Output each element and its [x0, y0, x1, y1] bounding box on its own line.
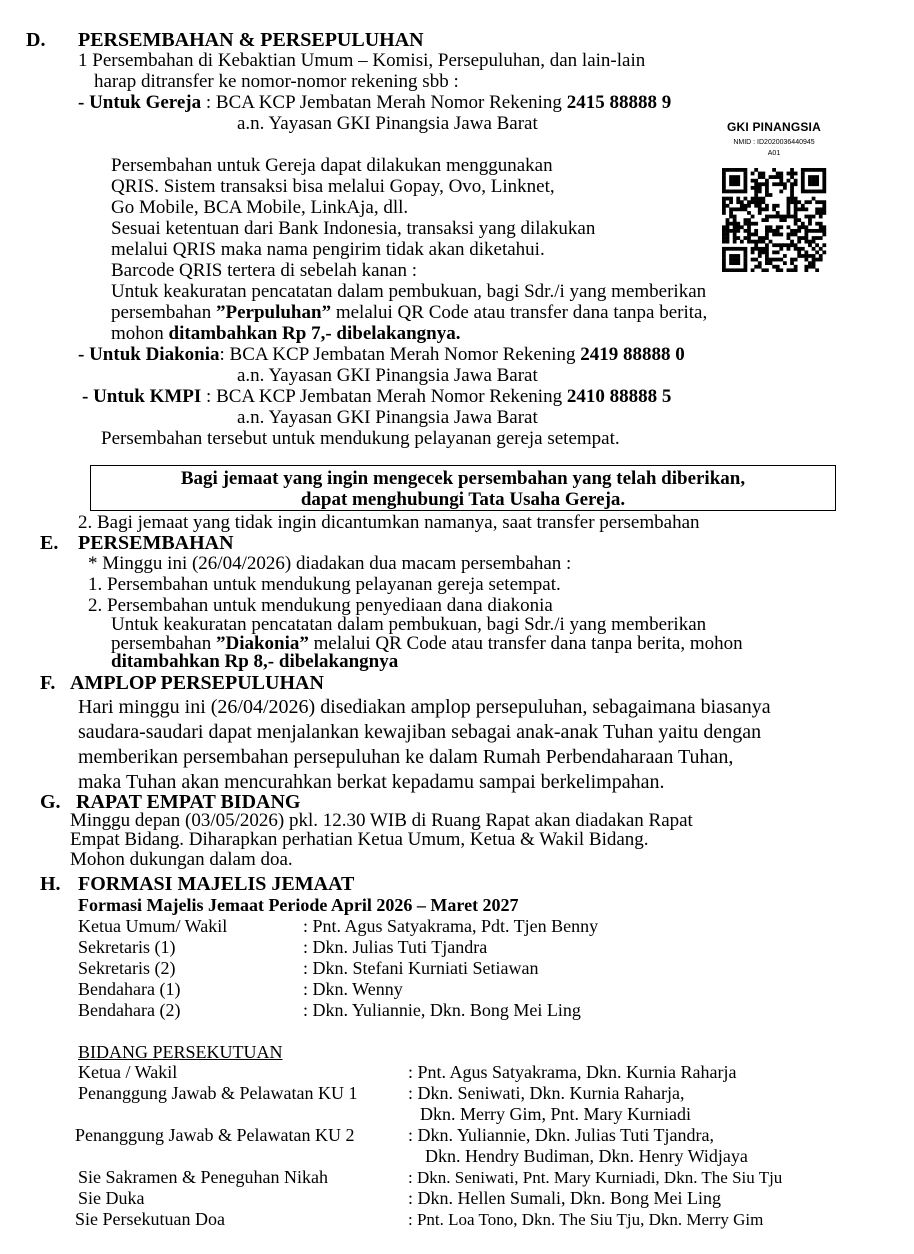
- bidang-names: : Pnt. Loa Tono, Dkn. The Siu Tju, Dkn. Merry Gim: [408, 1210, 764, 1229]
- section-e-title: PERSEMBAHAN: [78, 532, 234, 554]
- notice-box: [90, 465, 836, 511]
- section-g-title: RAPAT EMPAT BIDANG: [76, 791, 301, 813]
- h-row-role: Ketua Umum/ Wakil: [78, 916, 228, 936]
- diakonia-number: 2419 88888 0: [580, 344, 685, 365]
- section-h-title: FORMASI MAJELIS JEMAAT: [78, 873, 355, 895]
- d-line-last: 2. Bagi jemaat yang tidak ingin dicantumkan namanya, saat transfer persembahan: [78, 512, 700, 533]
- perp-l3b: ditambahkan Rp 7,- dibelakangnya.: [168, 323, 461, 344]
- section-h-letter: H.: [40, 873, 61, 895]
- h-row-role: Bendahara (2): [78, 1000, 181, 1020]
- bidang-names: : Dkn. Seniwati, Pnt. Mary Kurniadi, Dkn. The Siu Tju: [408, 1168, 783, 1187]
- perp-l2c: melalui QR Code atau transfer dana tanpa berita,: [331, 302, 708, 323]
- e-l5b: ”Diakonia”: [215, 633, 309, 654]
- bidang-names: : Dkn. Hellen Sumali, Dkn. Bong Mei Ling: [408, 1188, 721, 1208]
- bidang-role: Ketua / Wakil: [78, 1062, 178, 1082]
- diakonia-account: [78, 345, 685, 364]
- gereja-number: 2415 88888 9: [566, 92, 672, 113]
- f-line-2: saudara-saudari dapat menjalankan kewajiban sebagai anak-anak Tuhan yaitu dengan: [78, 721, 762, 743]
- kmpi-number: 2410 88888 5: [566, 386, 672, 407]
- bidang-names-cont: Dkn. Merry Gim, Pnt. Mary Kurniadi: [420, 1104, 691, 1124]
- qris-nmid: NMID : ID2020036440945: [733, 139, 815, 146]
- bidang-role: Sie Sakramen & Peneguhan Nikah: [78, 1167, 328, 1187]
- qris-code: A01: [767, 150, 781, 157]
- perp-l3a: mohon: [111, 323, 169, 344]
- notice-line-1: Bagi jemaat yang ingin mengecek persembahan yang telah diberikan,: [180, 468, 746, 489]
- bidang-title: BIDANG PERSEKUTUAN: [78, 1042, 283, 1062]
- qris-line-2: QRIS. Sistem transaksi bisa melalui Gopay, Ovo, Linknet,: [111, 176, 555, 197]
- section-f-title: AMPLOP PERSEPULUHAN: [70, 672, 324, 694]
- f-line-4: maka Tuhan akan mencurahkan berkat kepadamu sampai berkelimpahan.: [78, 771, 665, 793]
- e-l5c: melalui QR Code atau transfer dana tanpa berita, mohon: [308, 633, 743, 654]
- h-row-role: Sekretaris (1): [78, 937, 176, 957]
- gereja-label: - Untuk Gereja: [78, 92, 202, 113]
- e-line-3: 2. Persembahan untuk mendukung penyediaan dana diakonia: [88, 595, 553, 616]
- qr-code-image[interactable]: [714, 168, 834, 272]
- h-row-role: Sekretaris (2): [78, 958, 176, 978]
- notice-line-2: dapat menghubungi Tata Usaha Gereja.: [300, 489, 626, 510]
- h-subtitle: Formasi Majelis Jemaat Periode April 2026 – Maret 2027: [78, 895, 519, 915]
- section-g-letter: G.: [40, 791, 61, 813]
- perp-line-3: [111, 324, 461, 343]
- qris-block: [712, 118, 836, 274]
- f-line-3: memberikan persembahan persepuluhan ke dalam Rumah Perbendaharaan Tuhan,: [78, 746, 734, 768]
- h-row-names: : Dkn. Yuliannie, Dkn. Bong Mei Ling: [303, 1000, 581, 1020]
- bidang-role: Sie Duka: [78, 1188, 145, 1208]
- h-row-names: : Dkn. Wenny: [303, 979, 403, 999]
- e-l5a: persembahan: [111, 633, 216, 654]
- bidang-names: : Pnt. Agus Satyakrama, Dkn. Kurnia Raharja: [408, 1062, 737, 1082]
- kmpi-bank: : BCA KCP Jembatan Merah Nomor Rekening: [201, 386, 567, 407]
- support-line: Persembahan tersebut untuk mendukung pelayanan gereja setempat.: [101, 428, 620, 449]
- qris-line-6: Barcode QRIS tertera di sebelah kanan :: [111, 260, 417, 281]
- gereja-bank: : BCA KCP Jembatan Merah Nomor Rekening: [201, 92, 567, 113]
- perp-line-1: Untuk keakuratan pencatatan dalam pembukuan, bagi Sdr./i yang memberikan: [111, 281, 707, 302]
- qris-line-3: Go Mobile, BCA Mobile, LinkAja, dll.: [111, 197, 409, 218]
- g-line-2: Empat Bidang. Diharapkan perhatian Ketua Umum, Ketua & Wakil Bidang.: [70, 829, 649, 850]
- g-line-3: Mohon dukungan dalam doa.: [70, 849, 293, 870]
- d-line-2: harap ditransfer ke nomor-nomor rekening sbb :: [94, 71, 459, 92]
- e-line-1: * Minggu ini (26/04/2026) diadakan dua macam persembahan :: [88, 553, 572, 574]
- diakonia-bank: : BCA KCP Jembatan Merah Nomor Rekening: [219, 344, 581, 365]
- section-d-title: PERSEMBAHAN & PERSEPULUHAN: [78, 29, 424, 51]
- bidang-names: : Dkn. Yuliannie, Dkn. Julias Tuti Tjandra,: [408, 1125, 714, 1145]
- h-row-names: : Dkn. Stefani Kurniati Setiawan: [303, 958, 539, 978]
- f-line-1: Hari minggu ini (26/04/2026) disediakan amplop persepuluhan, sebagaimana biasanya: [78, 696, 771, 718]
- section-d-letter: D.: [26, 29, 46, 51]
- kmpi-label: - Untuk KMPI: [82, 386, 202, 407]
- bidang-role: Sie Persekutuan Doa: [75, 1209, 225, 1229]
- diakonia-label: - Untuk Diakonia: [78, 344, 220, 365]
- perp-line-2: [111, 303, 707, 322]
- qris-line-4: Sesuai ketentuan dari Bank Indonesia, transaksi yang dilakukan: [111, 218, 596, 239]
- h-row-names: : Pnt. Agus Satyakrama, Pdt. Tjen Benny: [303, 916, 599, 936]
- bidang-names-cont: Dkn. Hendry Budiman, Dkn. Henry Widjaya: [425, 1146, 748, 1166]
- h-row-role: Bendahara (1): [78, 979, 181, 999]
- section-f-letter: F.: [40, 672, 56, 694]
- qris-line-1: Persembahan untuk Gereja dapat dilakukan menggunakan: [111, 155, 553, 176]
- bidang-role: Penanggung Jawab & Pelawatan KU 2: [75, 1125, 355, 1145]
- diakonia-account-name: a.n. Yayasan GKI Pinangsia Jawa Barat: [237, 365, 538, 386]
- h-row-names: : Dkn. Julias Tuti Tjandra: [303, 937, 488, 957]
- section-e-letter: E.: [40, 532, 59, 554]
- e-line-6: ditambahkan Rp 8,- dibelakangnya: [111, 651, 399, 672]
- d-line-1: 1 Persembahan di Kebaktian Umum – Komisi, Persepuluhan, dan lain-lain: [78, 50, 646, 71]
- g-line-1: Minggu depan (03/05/2026) pkl. 12.30 WIB di Ruang Rapat akan diadakan Rapat: [70, 810, 693, 831]
- kmpi-account: [82, 387, 671, 406]
- qris-line-5: melalui QRIS maka nama pengirim tidak akan diketahui.: [111, 239, 545, 260]
- qris-title: GKI PINANGSIA: [727, 120, 821, 134]
- gereja-account: [78, 93, 671, 112]
- e-line-2: 1. Persembahan untuk mendukung pelayanan gereja setempat.: [88, 574, 561, 595]
- e-line-4: Untuk keakuratan pencatatan dalam pembukuan, bagi Sdr./i yang memberikan: [111, 614, 707, 635]
- perp-l2b: ”Perpuluhan”: [215, 302, 332, 323]
- bidang-role: Penanggung Jawab & Pelawatan KU 1: [78, 1083, 358, 1103]
- kmpi-account-name: a.n. Yayasan GKI Pinangsia Jawa Barat: [237, 407, 538, 428]
- bidang-names: : Dkn. Seniwati, Dkn. Kurnia Raharja,: [408, 1083, 685, 1103]
- perp-l2a: persembahan: [111, 302, 216, 323]
- gereja-account-name: a.n. Yayasan GKI Pinangsia Jawa Barat: [237, 113, 538, 134]
